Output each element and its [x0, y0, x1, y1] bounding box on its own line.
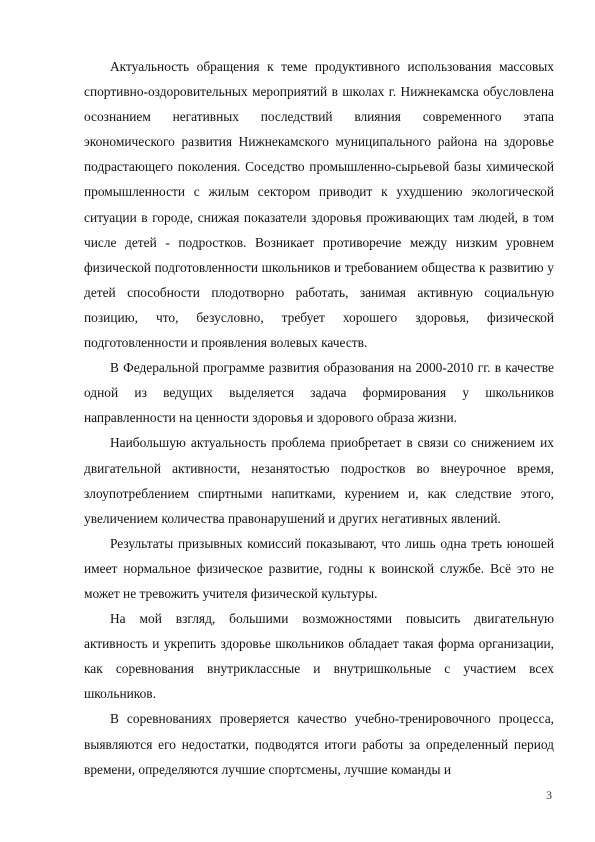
- body-text: [84, 54, 554, 782]
- paragraph-problem-urgency: Наибольшую актуальность проблема приобретает в связи со снижением их двигательной активности, незанятостью подростков во внеурочное время, злоупотреблением спиртными напитками, курением и, как следствие этого, увеличением количества правонарушений и других негативных явлений.: [84, 435, 554, 526]
- paragraph-federal-program: В Федеральной программе развития образования на 2000-2010 гг. в качестве одной из ведущих выделяется задача формирования у школьников направленности на ценности здоровья и здорового образа жизни.: [84, 360, 554, 426]
- paragraph-author-opinion: На мой взгляд, большими возможностями повысить двигательную активность и укрепить здоровье школьников обладает такая форма организации, как соревнования внутриклассные и внутришкольные с участием всех школьников.: [84, 611, 554, 702]
- paragraph-competitions: В соревнованиях проверяется качество учебно-тренировочного процесса, выявляются его недостатки, подводятся итоги работы за определенный период времени, определяются лучшие спортсмены, лучшие команды и: [84, 711, 554, 777]
- paragraph-relevance: Актуальность обращения к теме продуктивного использования массовых спортивно-оздоровительных мероприятий в школах г. Нижнекамска обусловлена осознанием негативных последствий влияния современного этапа экономического развития Нижнекамского муниципального района на здоровье подрастающего поколения. Соседство промышленно-сырьевой базы химической промышленности с жилым сектором приводит к ухудшению экологической ситуации в городе, снижая показатели здоровья проживающих там людей, в том числе детей - подростков. Возникает противоречие между низким уровнем физической подготовленности школьников и требованием общества к развитию у детей способности плодотворно работать, занимая активную социальную позицию, что, безусловно, требует хорошего здоровья, физической подготовленности и проявления волевых качеств.: [84, 59, 554, 351]
- paragraph-draft-results: Результаты призывных комиссий показывают, что лишь одна треть юношей имеет нормальное физическое развитие, годны к воинской службе. Всё это не может не тревожить учителя физической культуры.: [84, 535, 554, 601]
- page-number: 3: [546, 790, 552, 802]
